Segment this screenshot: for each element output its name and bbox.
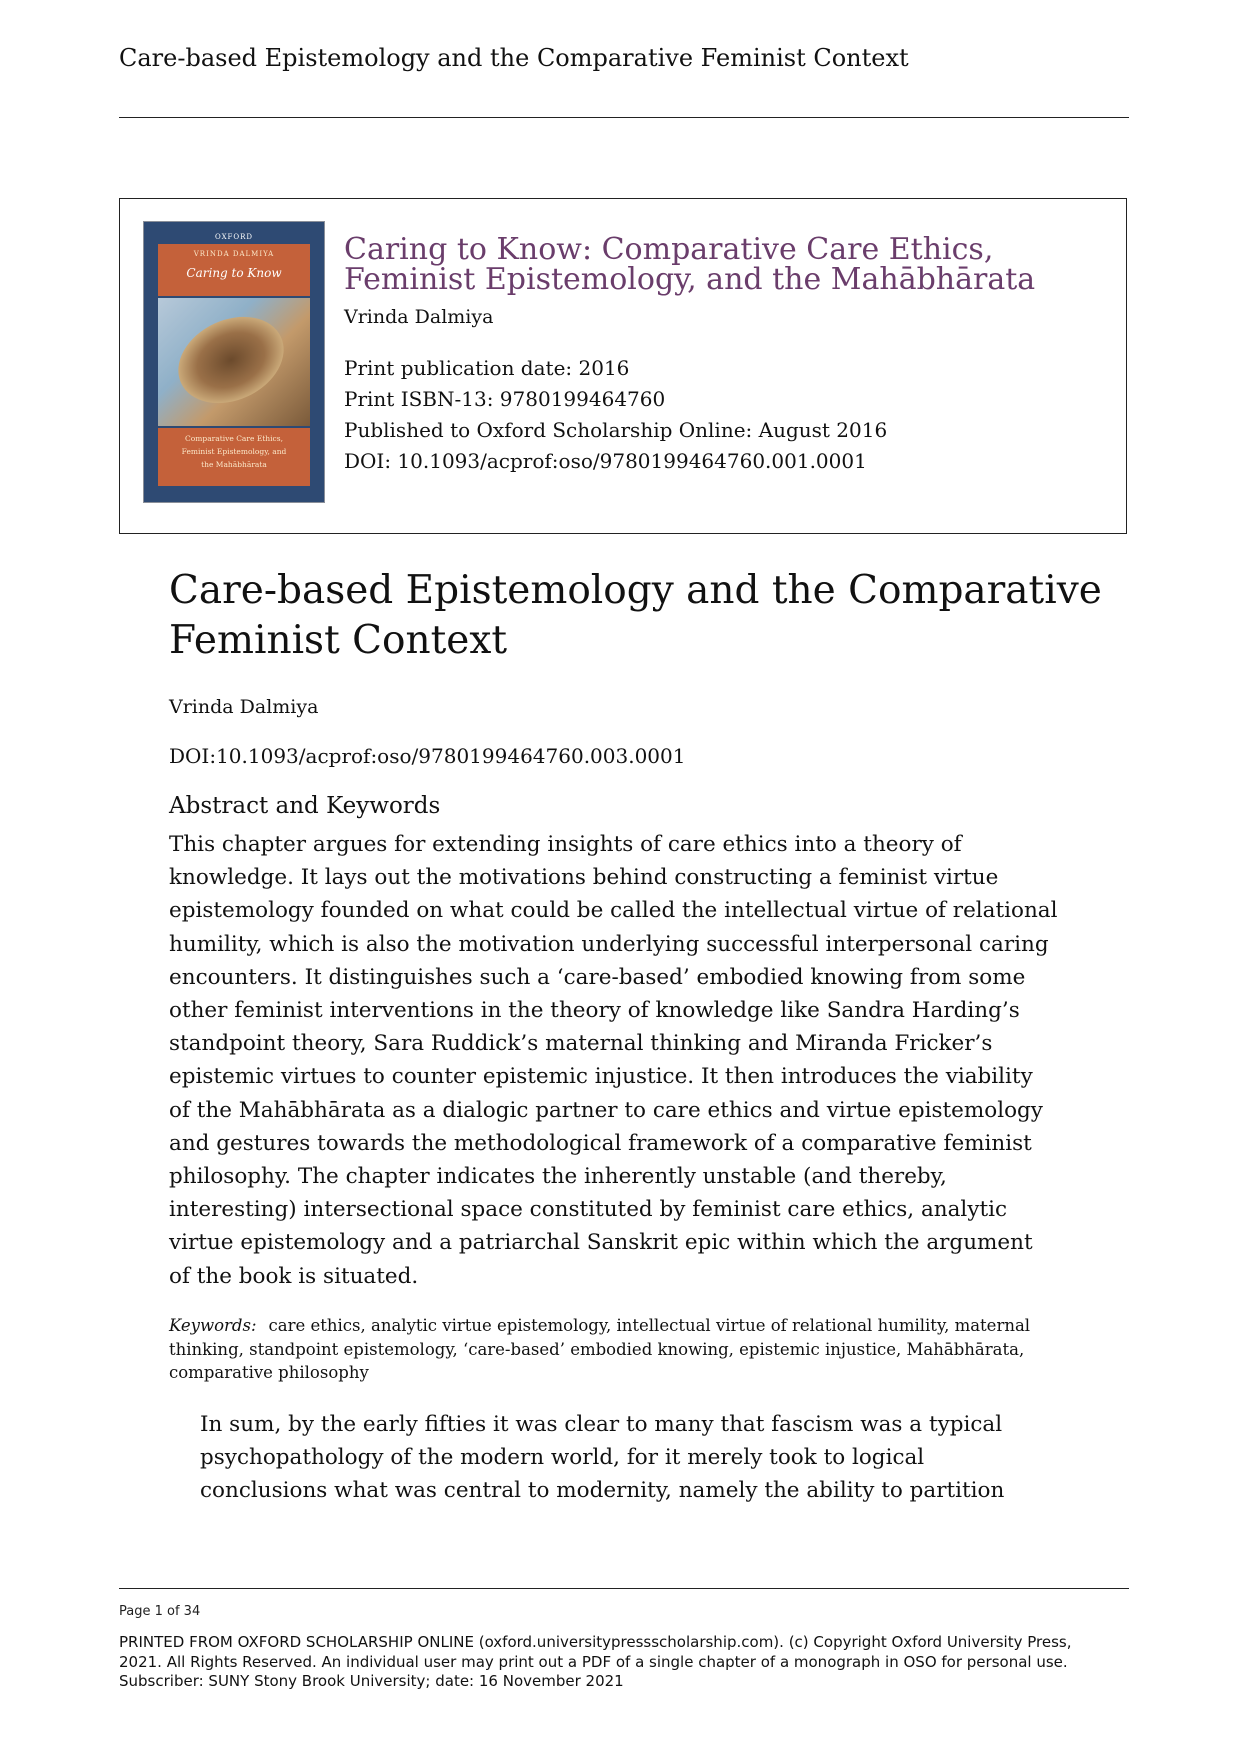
book-metadata (344, 353, 887, 477)
abstract-line: epistemic virtues to counter epistemic injustice. It then introduces the viability (169, 1064, 1033, 1090)
cover-title: Caring to Know (186, 266, 282, 280)
footer-divider (119, 1588, 1129, 1589)
cover-bowl-illustration (164, 301, 298, 420)
cover-author: VRINDA DALMIYA (193, 250, 275, 258)
published-online-date: Published to Oxford Scholarship Online: August 2016 (344, 418, 888, 442)
abstract-line: of the Mahābhārata as a dialogic partner to care ethics and virtue epistemology (169, 1097, 1043, 1123)
book-cover-image[interactable] (144, 222, 324, 502)
cover-subtitle-line: Feminist Epistemology, and (181, 447, 287, 456)
abstract-line: philosophy. The chapter indicates the inherently unstable (and thereby, (169, 1164, 947, 1190)
keywords-line: thinking, standpoint epistemology, ‘care-based’ embodied knowing, epistemic injustice, Mahābhārata, (169, 1339, 1025, 1359)
abstract-text (169, 828, 1099, 1293)
keywords-label: Keywords: (169, 1316, 257, 1335)
abstract-line: humility, which is also the motivation underlying successful interpersonal caring (169, 931, 1049, 957)
abstract-line: and gestures towards the methodological framework of a comparative feminist (169, 1130, 1032, 1156)
abstract-line: virtue epistemology and a patriarchal Sanskrit epic within which the argument (169, 1230, 1033, 1256)
abstract-heading: Abstract and Keywords (169, 793, 441, 819)
abstract-line: encounters. It distinguishes such a ‘care-based’ embodied knowing from some (169, 964, 1026, 990)
abstract-line: other feminist interventions in the theory of knowledge like Sandra Harding’s (169, 998, 1020, 1024)
chapter-title (169, 566, 1109, 666)
book-doi: DOI: 10.1093/acprof:oso/9780199464760.001.0001 (344, 449, 867, 473)
keywords-block (169, 1314, 1089, 1385)
book-title-line: Caring to Know: Comparative Care Ethics, (344, 232, 994, 267)
cover-subtitle-line: Comparative Care Ethics, (185, 434, 283, 443)
running-head: Care-based Epistemology and the Comparative Feminist Context (119, 44, 909, 72)
abstract-line: of the book is situated. (169, 1263, 419, 1289)
copyright-footer (119, 1633, 1129, 1692)
keywords-line: care ethics, analytic virtue epistemology, intellectual virtue of relational humility, maternal (268, 1316, 1031, 1335)
keywords-line: comparative philosophy (169, 1363, 369, 1382)
cover-title-band (158, 244, 310, 296)
book-author: Vrinda Dalmiya (344, 306, 494, 328)
page-number: Page 1 of 34 (119, 1604, 201, 1619)
book-info-box (119, 198, 1127, 534)
footer-line: PRINTED FROM OXFORD SCHOLARSHIP ONLINE (oxford.universitypressscholarship.com). (c) Copyright Oxford University Press, (119, 1633, 1072, 1651)
footer-line: Subscriber: SUNY Stony Brook University; date: 16 November 2021 (119, 1672, 624, 1690)
book-title-link[interactable] (344, 232, 1104, 297)
block-quote (200, 1408, 1080, 1508)
footer-line: 2021. All Rights Reserved. An individual user may print out a PDF of a single chapter of a monograph in OSO for personal use. (119, 1652, 1068, 1671)
cover-publisher: OXFORD (214, 233, 254, 241)
chapter-doi: DOI:10.1093/acprof:oso/9780199464760.003.0001 (169, 744, 686, 768)
quote-line: psychopathology of the modern world, for it merely took to logical (200, 1445, 925, 1471)
chapter-title-line: Feminist Context (169, 618, 507, 663)
abstract-line: This chapter argues for extending insights of care ethics into a theory of (169, 832, 962, 857)
chapter-author: Vrinda Dalmiya (169, 696, 319, 718)
quote-line: In sum, by the early fifties it was clear to many that fascism was a typical (200, 1412, 1003, 1437)
header-divider (119, 117, 1129, 118)
print-isbn: Print ISBN-13: 9780199464760 (344, 387, 666, 411)
abstract-line: knowledge. It lays out the motivations behind constructing a feminist virtue (169, 865, 999, 891)
chapter-title-line: Care-based Epistemology and the Comparative (169, 568, 1102, 613)
abstract-line: interesting) intersectional space constituted by feminist care ethics, analytic (169, 1197, 1008, 1223)
cover-subtitle-band (158, 428, 310, 486)
abstract-line: standpoint theory, Sara Ruddick’s maternal thinking and Miranda Fricker’s (169, 1031, 993, 1057)
book-title-line: Feminist Epistemology, and the Mahābhārata (344, 262, 1036, 297)
cover-artwork (158, 298, 310, 426)
quote-line: conclusions what was central to modernity, namely the ability to partition (200, 1478, 1005, 1504)
cover-subtitle-line: the Mahābhārata (201, 460, 267, 469)
abstract-line: epistemology founded on what could be called the intellectual virtue of relational (169, 898, 1058, 924)
print-publication-date: Print publication date: 2016 (344, 356, 630, 380)
